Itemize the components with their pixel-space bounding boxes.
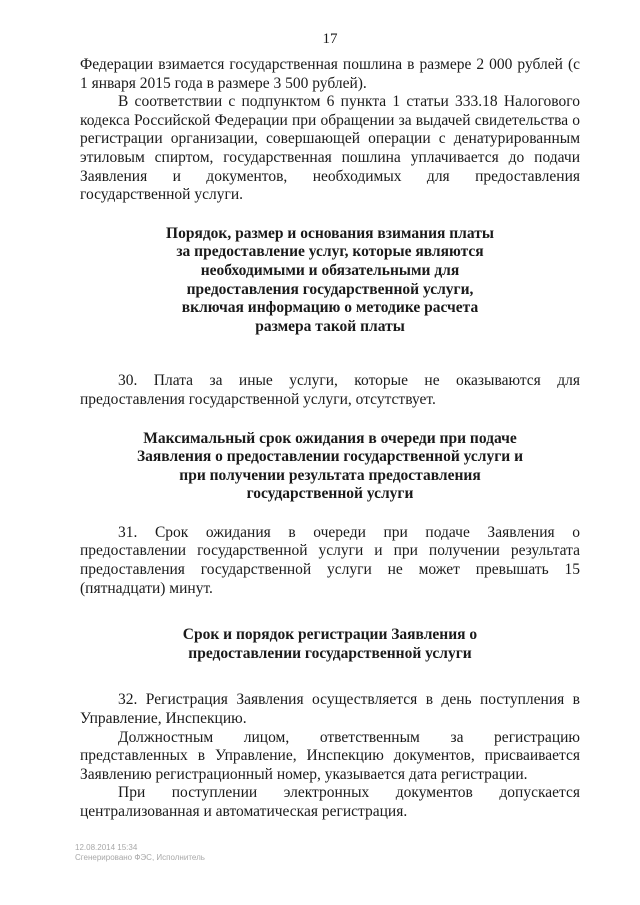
heading-line: Срок и порядок регистрации Заявления о xyxy=(182,626,478,644)
document-footer-stamp xyxy=(75,843,205,863)
page-number: 17 xyxy=(322,31,338,47)
heading-fee-procedure xyxy=(80,225,580,337)
paragraph-32: 32. Регистрация Заявления осуществляется в день поступления в Управление, Инспекцию. xyxy=(80,691,580,728)
heading-line: государственной услуги xyxy=(246,485,414,503)
heading-line: Заявления о предоставлении государственной услуги и xyxy=(136,448,524,466)
paragraph-31: 31. Срок ожидания в очереди при подаче Заявления о предоставлении государственной услуги и при получении результата предоставления государственной услуги не может превышать 15 (пятнадцати) минут. xyxy=(80,523,580,597)
heading-line: Порядок, размер и основания взимания платы xyxy=(166,224,494,242)
document-page xyxy=(80,30,580,822)
heading-queue-time xyxy=(80,430,580,504)
footer-timestamp: 12.08.2014 15:34 xyxy=(75,843,138,852)
paragraph-responsible-person: Должностным лицом, ответственным за регистрацию представленных в Управление, Инспекцию документов, присваивается Заявлению регистрационный номер, указывается дата регистрации. xyxy=(80,728,580,783)
paragraph-electronic-docs: При поступлении электронных документов допускается централизованная и автоматическая регистрация. xyxy=(80,784,580,820)
paragraph-fee-amount: Федерации взимается государственная пошлина в размере 2 000 рублей (с 1 января 2015 года в размере 3 500 рублей). xyxy=(80,56,580,92)
heading-line: Максимальный срок ожидания в очереди при подаче xyxy=(143,429,517,447)
heading-line: предоставления государственной услуги, xyxy=(186,280,474,298)
paragraph-30: 30. Плата за иные услуги, которые не оказываются для предоставления государственной услуги, отсутствует. xyxy=(80,372,580,408)
heading-registration xyxy=(80,626,580,663)
heading-line: необходимыми и обязательными для xyxy=(200,261,460,279)
heading-line: предоставлении государственной услуги xyxy=(188,644,472,662)
heading-line: при получении результата предоставления xyxy=(179,466,481,484)
paragraph-tax-code: В соответствии с подпунктом 6 пункта 1 статьи 333.18 Налогового кодекса Российской Федерации при обращении за выдачей свидетельства о регистрации организации, совершающей операции с денатурированным этиловым спиртом, государственная пошлина уплачивается до подачи Заявления и документов, необходимых для предоставления государственной услуги. xyxy=(80,93,580,204)
footer-generator: Сгенерировано ФЭС, Исполнитель xyxy=(75,853,205,862)
heading-line: размера такой платы xyxy=(255,317,405,335)
heading-line: включая информацию о методике расчета xyxy=(181,299,479,317)
heading-line: за предоставление услуг, которые являются xyxy=(176,243,484,261)
